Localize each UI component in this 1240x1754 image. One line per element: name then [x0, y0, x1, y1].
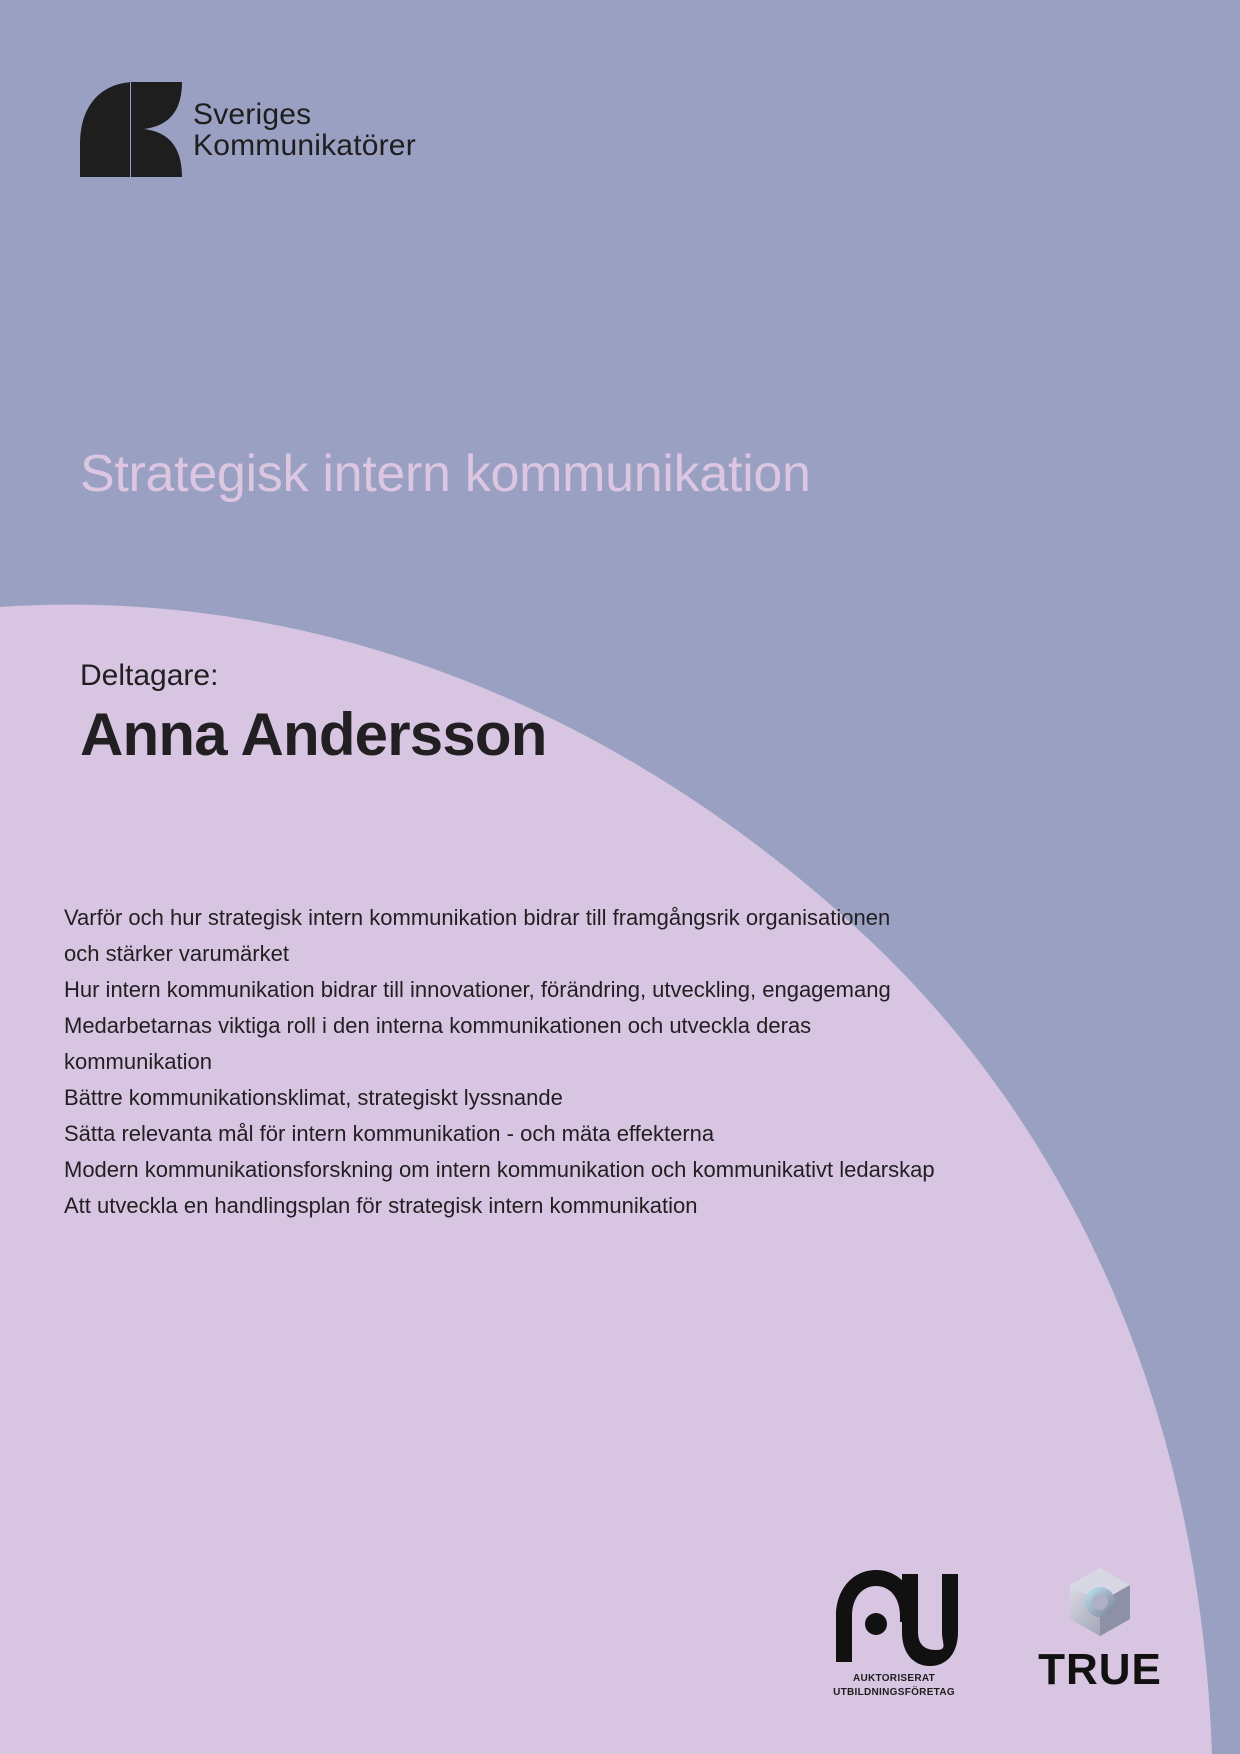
- topic-line: kommunikation: [64, 1049, 212, 1074]
- topic-line: Att utveckla en handlingsplan för strategisk intern kommunikation: [64, 1193, 698, 1218]
- au-caption-line1: AUKTORISERAT: [852, 1673, 936, 1684]
- topic-list: [64, 900, 1024, 1224]
- topic-line: Hur intern kommunikation bidrar till innovationer, förändring, utveckling, engagemang: [64, 977, 891, 1002]
- organization-name: [193, 99, 416, 161]
- participant-name: Anna Andersson: [80, 701, 547, 768]
- topic-line: Varför och hur strategisk intern kommunikation bidrar till framgångsrik organisationen: [64, 905, 891, 930]
- true-badge: [1030, 1566, 1170, 1696]
- topic-line: Bättre kommunikationsklimat, strategiskt lyssnande: [64, 1085, 563, 1110]
- topic-line: Modern kommunikationsforskning om intern kommunikation och kommunikativt ledarskap: [64, 1157, 935, 1182]
- true-label: TRUE: [1038, 1645, 1162, 1694]
- organization-name-line2: Kommunikatörer: [193, 128, 416, 162]
- au-caption: [824, 1672, 964, 1700]
- topic-line: Medarbetarnas viktiga roll i den interna kommunikationen och utveckla deras: [64, 1013, 812, 1038]
- au-caption-line2: UTBILDNINGSFÖRETAG: [833, 1687, 955, 1698]
- sveriges-kommunikatorer-logo: [80, 82, 416, 177]
- course-title: Strategisk intern kommunikation: [80, 445, 811, 503]
- organization-name-line1: Sveriges: [193, 97, 312, 131]
- participant-label: Deltagare:: [80, 659, 219, 692]
- topic-line: och stärker varumärket: [64, 941, 289, 966]
- sk-logo-icon: [80, 82, 182, 177]
- au-badge: [824, 1566, 964, 1696]
- au-logo-icon: [832, 1566, 960, 1666]
- true-cube-icon: [1066, 1566, 1134, 1638]
- topic-line: Sätta relevanta mål för intern kommunikation - och mäta effekterna: [64, 1121, 715, 1146]
